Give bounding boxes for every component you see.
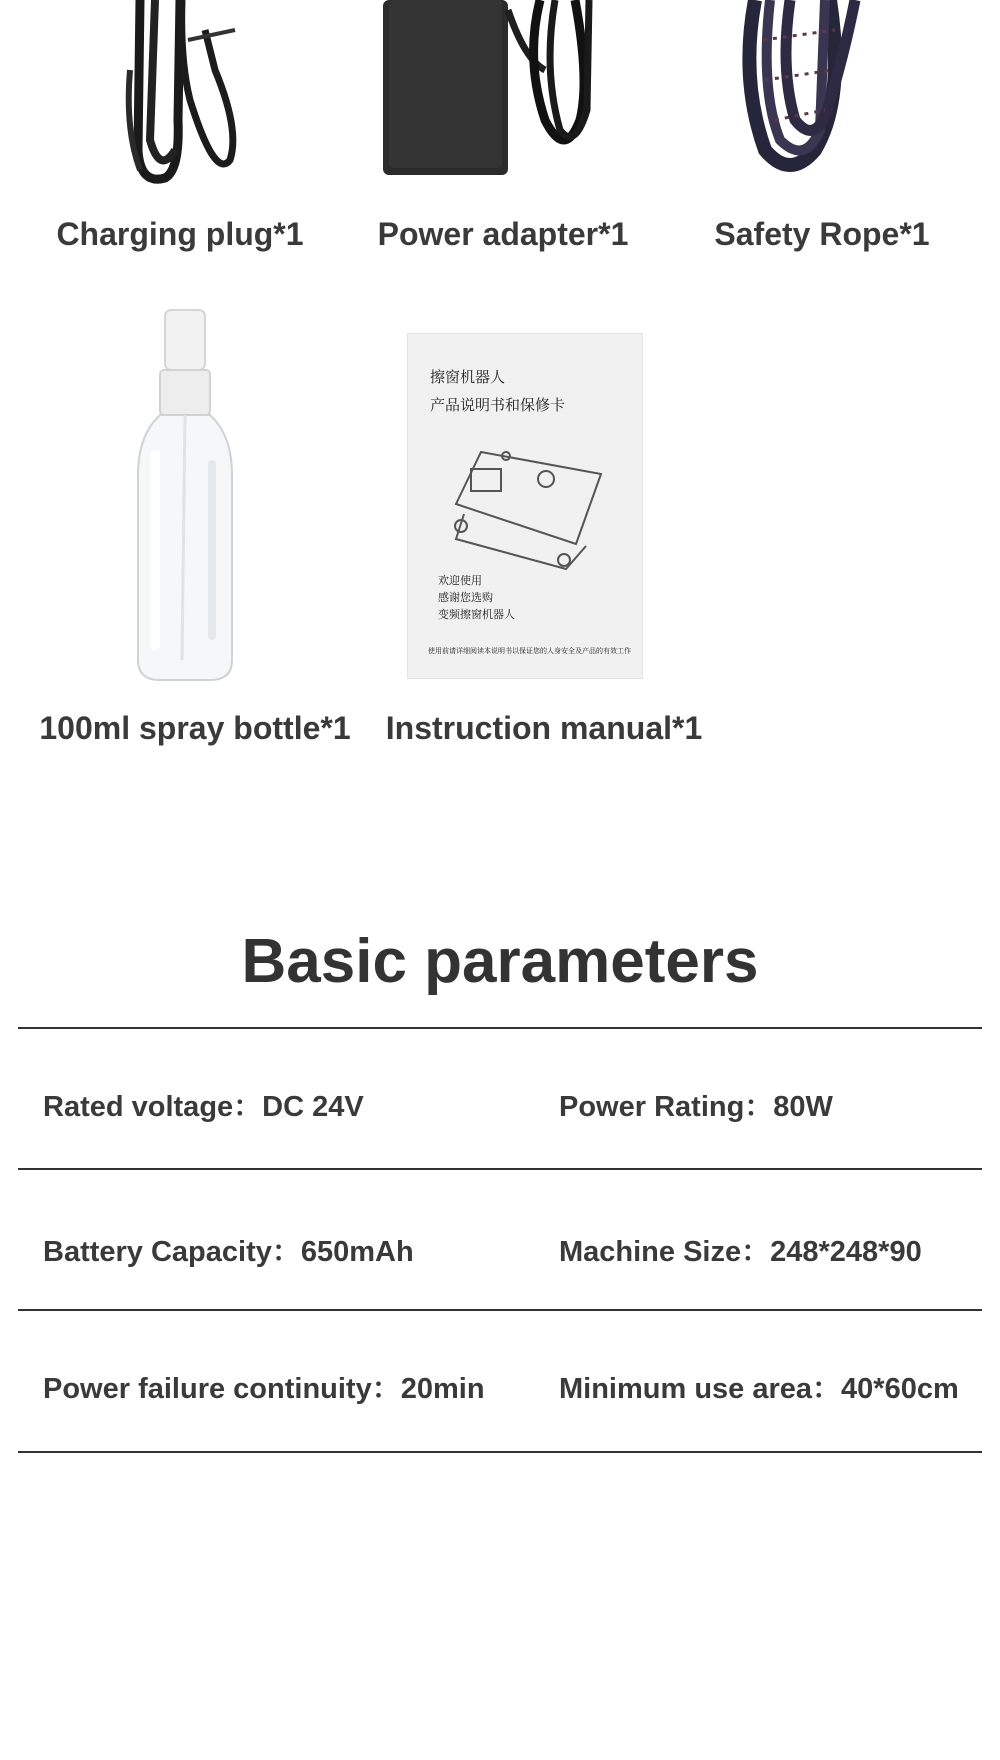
power-adapter-image (375, 0, 625, 180)
param-power-rating: Power Rating：80W (559, 1091, 833, 1123)
manual-greeting-line3: 变频擦窗机器人 (438, 608, 515, 621)
param-battery-capacity: Battery Capacity：650mAh (43, 1236, 414, 1268)
table-rule-bottom (18, 1451, 982, 1453)
table-rule-2 (18, 1309, 982, 1311)
manual-greeting-line1: 欢迎使用 (438, 574, 482, 587)
manual-footer: 使用前请详细阅读本说明书以保证您的人身安全及产品的有效工作 (428, 647, 631, 655)
manual-greeting-line2: 感谢您选购 (438, 591, 493, 604)
manual-title-line1: 擦窗机器人 (430, 368, 506, 386)
accessory-label-safety-rope: Safety Rope*1 (714, 216, 930, 252)
param-power-failure-continuity: Power failure continuity：20min (43, 1373, 485, 1405)
accessory-label-power-adapter: Power adapter*1 (377, 216, 629, 252)
accessory-label-spray-bottle: 100ml spray bottle*1 (39, 710, 351, 746)
charging-plug-image (120, 0, 250, 190)
spray-bottle-image (120, 300, 250, 685)
param-rated-voltage: Rated voltage：DC 24V (43, 1091, 364, 1123)
accessory-label-charging-plug: Charging plug*1 (56, 216, 304, 252)
parameters-heading: Basic parameters (241, 927, 759, 996)
manual-title-line2: 产品说明书和保修卡 (430, 396, 566, 414)
safety-rope-image (735, 0, 875, 180)
param-minimum-use-area: Minimum use area：40*60cm (559, 1373, 959, 1405)
robot-outline-icon (436, 434, 616, 574)
table-rule-1 (18, 1168, 982, 1170)
table-rule-top (18, 1027, 982, 1029)
accessory-label-instruction-manual: Instruction manual*1 (385, 710, 703, 746)
param-machine-size: Machine Size：248*248*90 (559, 1236, 922, 1268)
instruction-manual-image (407, 333, 643, 679)
